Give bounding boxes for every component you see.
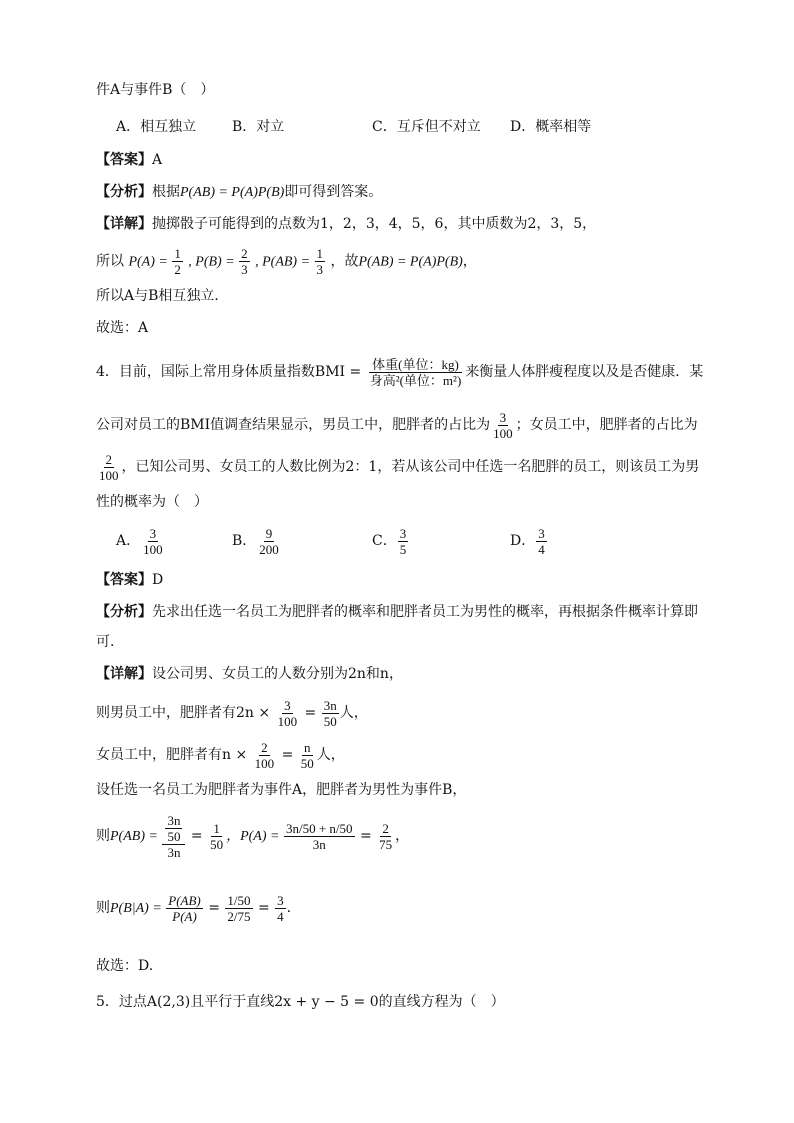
q3-option-b: B．对立 <box>232 119 285 135</box>
denominator: 100 <box>254 755 275 771</box>
numerator: 3 <box>149 525 157 541</box>
text: = <box>300 705 321 721</box>
q4-option-b <box>232 524 282 558</box>
text: ，已知公司男、女员工的人数比例为2：1，若从该公司中任选一名肥胖的员工，则该员工为男 <box>121 459 700 475</box>
q5-stem: 5．过点A(2,3)且平行于直线2x + y − 5 = 0的直线方程为（ ） <box>96 994 505 1010</box>
numerator: 3n <box>323 697 337 713</box>
q4-analysis-line-1 <box>96 602 698 622</box>
q4-stem-line-2 <box>96 408 698 442</box>
fraction <box>165 813 182 844</box>
fraction <box>239 246 250 277</box>
text: 根据 <box>152 184 180 200</box>
text: = <box>277 747 298 763</box>
numerator: 3 <box>284 697 291 713</box>
fraction <box>97 452 121 483</box>
numerator: 3n <box>167 812 181 828</box>
q3-detail-line-1 <box>96 214 596 234</box>
q4-choose: 故选：D. <box>96 958 154 974</box>
option-label: B． <box>232 533 257 549</box>
text: 来衡量人体胖瘦程度以及是否健康．某 <box>465 364 704 380</box>
numerator: 1 <box>316 246 324 261</box>
q4-detail-line-1 <box>96 664 403 684</box>
numerator: n <box>304 739 311 755</box>
numerator: 2 <box>261 739 268 755</box>
denominator: 50 <box>323 713 337 729</box>
denominator: 200 <box>259 541 279 557</box>
denominator: 50 <box>300 755 314 771</box>
fraction <box>536 526 547 557</box>
text: ；女员工中，肥胖者的占比为 <box>515 417 698 433</box>
numerator: 2 <box>241 246 248 261</box>
denominator: 3n <box>312 836 326 852</box>
fraction <box>322 698 339 729</box>
numerator: 1/50 <box>227 892 251 908</box>
text: 女员工中，肥胖者有n × <box>96 747 252 763</box>
numerator <box>162 813 185 845</box>
q4-option-a <box>116 524 166 558</box>
q4-detail-line-3 <box>96 738 345 772</box>
text: ， <box>462 253 477 270</box>
fraction <box>275 893 286 924</box>
q4-detail-line-4: 设任选一名员工为肥胖者为事件A，肥胖者为男性为事件B， <box>96 782 467 798</box>
text: 抛掷骰子可能得到的点数为1，2，3，4，5，6，其中质数为2，3，5， <box>152 216 597 232</box>
numerator: 3 <box>499 409 507 425</box>
formula: , P(AB) = <box>255 254 314 270</box>
q3-detail-line-3: 所以A与B相互独立． <box>96 288 229 304</box>
text: 即可得到答案。 <box>284 184 383 200</box>
denominator: 100 <box>99 467 119 483</box>
fraction <box>398 526 409 557</box>
q4-detail-line-5: 则P(AB) = $\frac{\frac{3n}{50}}{3n}$ = $\frac{1}{50}$ ，P(A) = $\frac{3n/50 + n/50}{3n}$ = $\frac{2}{75}$ ， <box>96 812 410 860</box>
text: . <box>286 900 292 916</box>
q4-detail-line-6: 则P(B|A) = $\frac{P(AB)}{P(A)}$ = $\frac{1/50}{2/75}$ = $\frac{3}{4}$ . <box>96 892 292 924</box>
q3-answer-line <box>96 150 162 170</box>
answer-label: 【答案】 <box>96 152 152 168</box>
fraction <box>315 246 326 277</box>
q3-option-a: A．相互独立 <box>116 119 197 135</box>
text: 公司对员工的BMI值调查结果显示，男员工中，肥胖者的占比为 <box>96 417 491 433</box>
denominator: 50 <box>167 828 181 844</box>
text: 设公司男、女员工的人数分别为2n和n， <box>152 666 403 682</box>
numerator: 3n/50 + n/50 <box>285 820 353 836</box>
text: ，故 <box>330 253 359 270</box>
detail-label: 【详解】 <box>96 666 152 682</box>
denominator: 4 <box>277 908 284 924</box>
denominator: 50 <box>210 836 224 852</box>
q4-answer-line <box>96 570 163 590</box>
denominator: 身高²(单位：m²) <box>369 372 462 388</box>
option-label: A． <box>116 533 141 549</box>
denominator: 100 <box>143 541 163 557</box>
numerator: 3 <box>399 525 407 541</box>
q3-answer: A <box>152 152 163 168</box>
text: 则男员工中，肥胖者有2n × <box>96 705 275 721</box>
denominator: 3 <box>316 262 324 277</box>
denominator: 3 <box>241 262 248 277</box>
denominator: 75 <box>379 836 393 852</box>
formula: P(AB) = P(A)P(B) <box>358 254 463 270</box>
compound-fraction <box>284 821 355 852</box>
q3-option-c: C．互斥但不对立 <box>372 119 481 135</box>
analysis-label: 【分析】 <box>96 604 152 620</box>
fraction <box>166 893 202 924</box>
q4-detail-line-2 <box>96 696 368 730</box>
fraction <box>299 740 316 771</box>
fraction <box>208 821 225 852</box>
detail-label: 【详解】 <box>96 216 152 232</box>
q4-stem-line-3 <box>96 450 699 484</box>
fraction <box>172 246 183 277</box>
denominator: 4 <box>538 541 545 557</box>
numerator: 1 <box>213 820 220 836</box>
formula: , P(B) = <box>188 254 239 270</box>
denominator: P(A) <box>172 908 197 924</box>
q3-analysis-line <box>96 182 382 203</box>
option-label: C． <box>372 533 397 549</box>
numerator: 3 <box>538 525 545 541</box>
q4-stem-line-1 <box>96 352 703 392</box>
text: 则 <box>96 900 110 916</box>
denominator: 100 <box>277 713 298 729</box>
fraction <box>257 526 281 557</box>
formula: P(B|A) = <box>110 901 166 916</box>
bmi-fraction <box>367 357 465 388</box>
fraction <box>141 526 165 557</box>
compound-fraction <box>162 813 185 860</box>
text: 先求出任选一名员工为肥胖者的概率和肥胖者员工为男性的概率，再根据条件概率计算即 <box>152 604 698 620</box>
numerator: 2 <box>382 820 389 836</box>
formula: P(AB) = <box>110 829 162 844</box>
text: ， <box>395 828 410 844</box>
compound-fraction <box>225 893 252 924</box>
numerator: 9 <box>265 525 273 541</box>
denominator: 3n <box>167 844 181 860</box>
q4-option-d <box>510 524 548 558</box>
numerator: P(AB) <box>168 892 201 908</box>
denominator: 100 <box>493 425 513 441</box>
numerator: 2 <box>105 451 112 467</box>
q3-choose: 故选：A <box>96 320 149 336</box>
text: 所以 <box>96 253 124 270</box>
option-label: D． <box>510 533 536 549</box>
q4-option-c <box>372 524 409 558</box>
denominator: 2/75 <box>227 908 251 924</box>
numerator: 体重(单位：kg) <box>369 357 462 373</box>
numerator: 3 <box>277 892 284 908</box>
analysis-label: 【分析】 <box>96 184 152 200</box>
text: 人， <box>316 747 345 763</box>
q3-option-d: D．概率相等 <box>510 119 592 135</box>
formula: ，P(A) = <box>226 829 283 844</box>
fraction <box>276 698 300 729</box>
answer-label: 【答案】 <box>96 572 152 588</box>
text: 则 <box>96 828 110 844</box>
q3-detail-line-2 <box>96 246 477 278</box>
text: 人， <box>339 705 368 721</box>
denominator: 2 <box>174 262 181 277</box>
q4-analysis-line-2: 可. <box>96 634 115 650</box>
formula: P(A) = <box>128 254 172 270</box>
formula: P(AB) = P(A)P(B) <box>180 185 285 200</box>
denominator: 5 <box>399 541 407 557</box>
fraction <box>253 740 277 771</box>
q4-stem-line-4: 性的概率为（ ） <box>96 494 208 510</box>
text: 4．目前，国际上常用身体质量指数BMI = <box>96 364 366 380</box>
q3-stem-tail: 件A与事件B（ ） <box>96 82 215 98</box>
fraction <box>491 410 515 441</box>
q4-answer: D <box>152 572 164 588</box>
fraction <box>377 821 394 852</box>
numerator: 1 <box>174 246 181 261</box>
